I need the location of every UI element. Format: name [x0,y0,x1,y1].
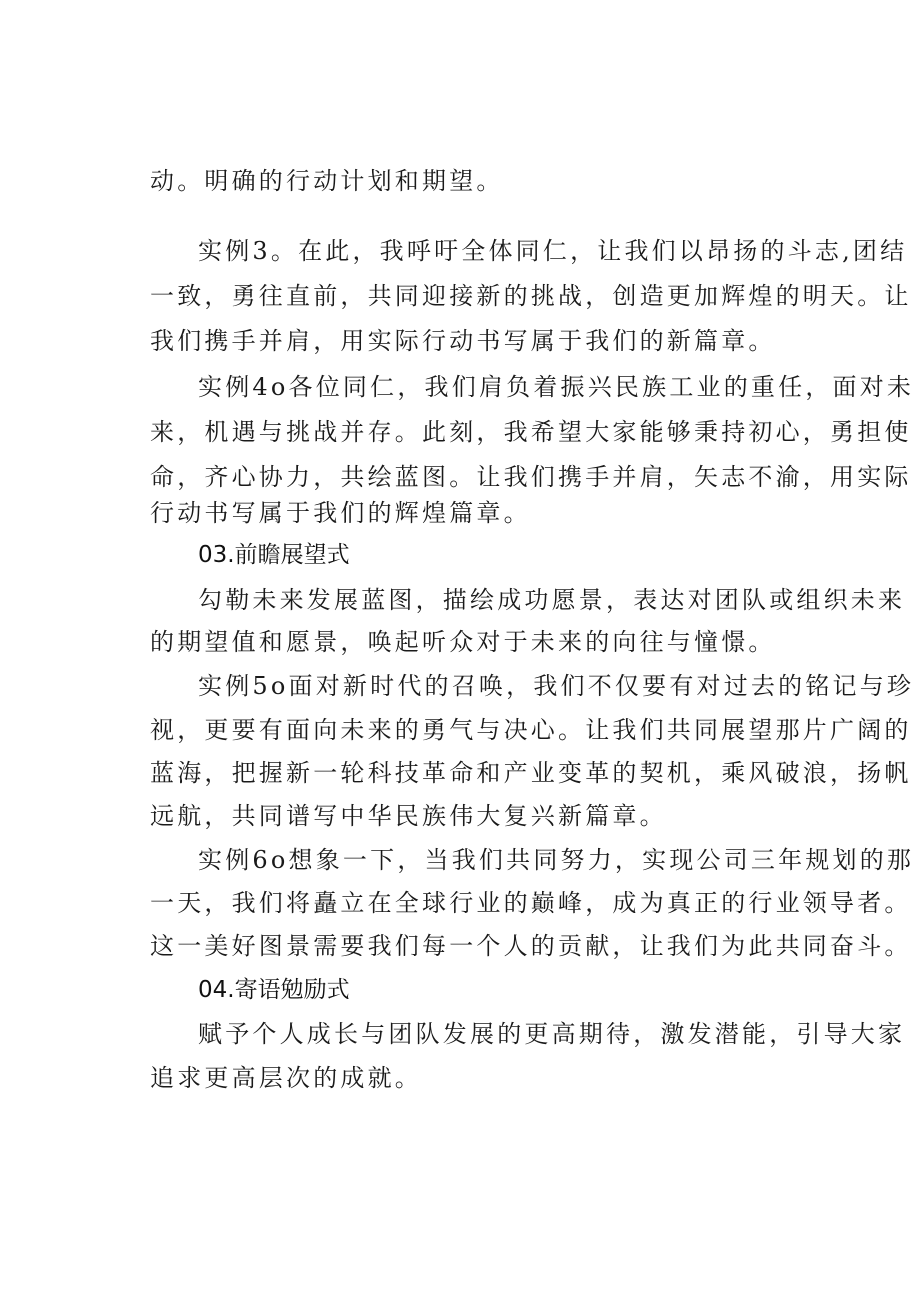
example5-line-2: 视，更要有面向未来的勇气与决心。让我们共同展望那片广阔的 [150,716,912,744]
section3-desc-line-2: 的期望值和愿景，唤起听众对于未来的向往与憧憬。 [150,628,776,656]
section-heading-03: 03.前瞻展望式 [198,542,350,568]
example4-line-2: 来，机遇与挑战并存。此刻，我希望大家能够秉持初心，勇担使 [150,418,912,446]
intro-line: 动。明确的行动计划和期望。 [150,167,504,195]
example6-line-2: 一天，我们将矗立在全球行业的巅峰，成为真正的行业领导者。 [150,889,912,917]
section4-desc-line-1: 赋予个人成长与团队发展的更高期待，激发潜能，引导大家 [198,1020,906,1048]
example5-line-1: 实例5o面对新时代的召唤，我们不仅要有对过去的铭记与珍 [198,672,915,700]
section3-desc-line-1: 勾勒未来发展蓝图，描绘成功愿景，表达对团队或组织未来 [198,586,906,614]
section-heading-04: 04.寄语勉励式 [198,977,350,1003]
example3-line-2: 一致，勇往直前，共同迎接新的挑战，创造更加辉煌的明天。让 [150,282,912,310]
example6-line-3: 这一美好图景需要我们每一个人的贡献，让我们为此共同奋斗。 [150,932,912,960]
example4-line-3: 命，齐心协力，共绘蓝图。让我们携手并肩，矢志不渝，用实际 [150,463,912,491]
example3-line-1: 实例3。在此，我呼吁全体同仁，让我们以昂扬的斗志,团结 [198,237,908,265]
example5-line-3: 蓝海，把握新一轮科技革命和产业变革的契机，乘风破浪，扬帆 [150,759,912,787]
example4-line-4: 行动书写属于我们的辉煌篇章。 [150,499,531,527]
example3-line-3: 我们携手并肩，用实际行动书写属于我们的新篇章。 [150,327,776,355]
example4-line-1: 实例4o各位同仁，我们肩负着振兴民族工业的重任，面对未 [198,373,915,401]
example5-line-4: 远航，共同谱写中华民族伟大复兴新篇章。 [150,802,667,830]
section4-desc-line-2: 追求更高层次的成就。 [150,1064,422,1092]
example6-line-1: 实例6o想象一下，当我们共同努力，实现公司三年规划的那 [198,846,915,874]
